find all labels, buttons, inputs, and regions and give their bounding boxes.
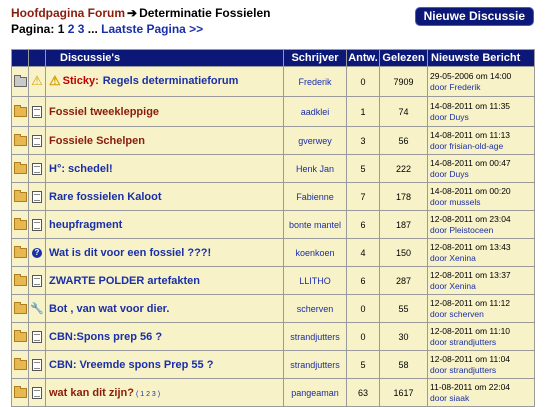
type-icon-cell xyxy=(29,183,46,211)
document-icon xyxy=(32,359,42,371)
latest-post-date: 11-08-2011 om 22:04 xyxy=(430,381,511,392)
status-icon-cell xyxy=(12,351,29,379)
folder-icon xyxy=(14,192,27,202)
topic-cell xyxy=(46,323,284,351)
topic-link[interactable]: ZWARTE POLDER artefakten xyxy=(49,274,200,287)
type-icon-cell xyxy=(29,351,46,379)
folder-icon xyxy=(14,388,27,398)
topic-link[interactable]: Fossiele Schelpen xyxy=(49,134,145,147)
table-row xyxy=(12,155,535,183)
reply-count: 5 xyxy=(347,155,380,183)
latest-post-date: 14-08-2011 om 00:47 xyxy=(430,157,511,168)
latest-post-date: 12-08-2011 om 11:12 xyxy=(430,297,511,308)
folder-icon xyxy=(14,220,27,230)
folder-icon xyxy=(14,136,27,146)
author-link[interactable]: koenkoen xyxy=(284,239,347,267)
view-count: 7909 xyxy=(380,67,428,97)
topic-link[interactable]: H°: schedel! xyxy=(49,162,113,175)
type-icon-cell xyxy=(29,127,46,155)
view-count: 222 xyxy=(380,155,428,183)
view-count: 74 xyxy=(380,97,428,127)
type-icon-cell xyxy=(29,267,46,295)
type-icon-cell xyxy=(29,379,46,407)
latest-post-cell xyxy=(428,379,535,407)
latest-post-date: 29-05-2006 om 14:00 xyxy=(430,70,512,81)
reply-count: 5 xyxy=(347,351,380,379)
table-header-row xyxy=(12,50,535,67)
latest-post-cell xyxy=(428,295,535,323)
pagination xyxy=(11,21,203,37)
new-discussion-button[interactable]: Nieuwe Discussie xyxy=(415,7,534,26)
reply-count: 6 xyxy=(347,211,380,239)
author-link[interactable]: Henk Jan xyxy=(284,155,347,183)
type-icon-cell xyxy=(29,155,46,183)
latest-post-author-link[interactable]: door scherven xyxy=(430,308,484,319)
question-icon: ? xyxy=(32,248,42,258)
type-icon-cell xyxy=(29,211,46,239)
topic-cell xyxy=(46,211,284,239)
latest-post-date: 12-08-2011 om 23:04 xyxy=(430,213,511,224)
column-header-author: Schrijver xyxy=(284,50,347,67)
status-icon-cell xyxy=(12,67,29,97)
table-row xyxy=(12,67,535,97)
warning-icon: ⚠ xyxy=(49,73,61,89)
latest-post-cell xyxy=(428,323,535,351)
view-count: 150 xyxy=(380,239,428,267)
view-count: 1617 xyxy=(380,379,428,407)
topic-cell xyxy=(46,183,284,211)
latest-post-date: 14-08-2011 om 11:13 xyxy=(430,129,511,140)
folder-icon xyxy=(14,164,27,174)
table-row xyxy=(12,267,535,295)
document-icon xyxy=(32,191,42,203)
view-count: 187 xyxy=(380,211,428,239)
status-icon-cell xyxy=(12,155,29,183)
reply-count: 1 xyxy=(347,97,380,127)
latest-post-date: 14-08-2011 om 00:20 xyxy=(430,185,511,196)
author-link[interactable]: strandjutters xyxy=(284,323,347,351)
sticky-label: Sticky: xyxy=(62,75,99,88)
latest-post-cell xyxy=(428,127,535,155)
topic-link[interactable]: Bot , van wat voor dier. xyxy=(49,302,170,315)
latest-post-date: 12-08-2011 om 13:37 xyxy=(430,269,511,280)
latest-post-author-link[interactable]: door Duys xyxy=(430,168,469,179)
author-link[interactable]: strandjutters xyxy=(284,351,347,379)
latest-post-author-link[interactable]: door mussels xyxy=(430,196,481,207)
table-row xyxy=(12,351,535,379)
latest-post-author-link[interactable]: door strandjutters xyxy=(430,336,497,347)
document-icon xyxy=(32,331,42,343)
breadcrumb xyxy=(11,5,270,21)
document-icon xyxy=(32,219,42,231)
folder-locked-icon xyxy=(14,77,27,87)
table-row xyxy=(12,211,535,239)
header-icon-cell xyxy=(29,50,46,67)
view-count: 58 xyxy=(380,351,428,379)
topic-pages-link[interactable]: ( 1 2 3 ) xyxy=(135,390,161,398)
reply-count: 6 xyxy=(347,267,380,295)
page-2-link[interactable]: 2 xyxy=(67,22,75,36)
topic-link[interactable]: wat kan dit zijn? xyxy=(49,386,134,399)
page-3-link[interactable]: 3 xyxy=(77,22,85,36)
topic-link[interactable]: heupfragment xyxy=(49,218,123,231)
document-icon xyxy=(32,275,42,287)
breadcrumb-arrow-icon: ➔ xyxy=(127,6,138,20)
reply-count: 0 xyxy=(347,323,380,351)
reply-count: 63 xyxy=(347,379,380,407)
view-count: 178 xyxy=(380,183,428,211)
forum-header xyxy=(11,5,534,47)
folder-icon xyxy=(14,276,27,286)
topic-cell xyxy=(46,239,284,267)
latest-post-author-link[interactable]: door frisian-old-age xyxy=(430,140,504,151)
reply-count: 0 xyxy=(347,295,380,323)
column-header-discussions: Discussie's xyxy=(46,50,284,67)
status-icon-cell xyxy=(12,211,29,239)
folder-icon xyxy=(14,304,27,314)
latest-post-date: 12-08-2011 om 11:10 xyxy=(430,325,511,336)
table-row xyxy=(12,183,535,211)
status-icon-cell xyxy=(12,267,29,295)
latest-post-author-link[interactable]: door Xenina xyxy=(430,252,476,263)
breadcrumb-home-link[interactable]: Hoofdpagina Forum xyxy=(11,6,125,20)
reply-count: 4 xyxy=(347,239,380,267)
latest-post-cell xyxy=(428,267,535,295)
table-row xyxy=(12,379,535,407)
topic-cell xyxy=(46,379,284,407)
topic-cell xyxy=(46,127,284,155)
table-row xyxy=(12,239,535,267)
folder-icon xyxy=(14,107,27,117)
author-link[interactable]: LLITHO xyxy=(284,267,347,295)
latest-post-cell xyxy=(428,183,535,211)
status-icon-cell xyxy=(12,379,29,407)
view-count: 30 xyxy=(380,323,428,351)
topic-link[interactable]: CBN: Vreemde spons Prep 55 ? xyxy=(49,358,214,371)
pagination-label: Pagina: xyxy=(11,22,55,36)
topic-cell xyxy=(46,97,284,127)
view-count: 287 xyxy=(380,267,428,295)
table-row xyxy=(12,295,535,323)
folder-icon xyxy=(14,360,27,370)
latest-post-cell xyxy=(428,239,535,267)
topic-cell xyxy=(46,351,284,379)
latest-post-author-link[interactable]: door Xenina xyxy=(430,280,476,291)
status-icon-cell xyxy=(12,323,29,351)
type-icon-cell xyxy=(29,67,46,97)
table-row xyxy=(12,97,535,127)
latest-post-author-link[interactable]: door siaak xyxy=(430,392,470,403)
latest-post-author-link[interactable]: door strandjutters xyxy=(430,364,497,375)
page-1: 1 xyxy=(57,22,65,36)
discussion-table xyxy=(11,49,535,407)
view-count: 55 xyxy=(380,295,428,323)
reply-count: 7 xyxy=(347,183,380,211)
author-link[interactable]: bonte mantel xyxy=(284,211,347,239)
topic-link[interactable]: Wat is dit voor een fossiel ???! xyxy=(49,246,212,259)
topic-cell xyxy=(46,155,284,183)
topic-cell xyxy=(46,267,284,295)
topic-link[interactable]: CBN:Spons prep 56 ? xyxy=(49,330,163,343)
latest-post-author-link[interactable]: door Frederik xyxy=(430,81,481,92)
type-icon-cell xyxy=(29,295,46,323)
topic-cell xyxy=(46,295,284,323)
status-icon-cell xyxy=(12,127,29,155)
latest-post-cell xyxy=(428,97,535,127)
view-count: 56 xyxy=(380,127,428,155)
author-link[interactable]: pangeaman xyxy=(284,379,347,407)
last-page-link[interactable]: Laatste Pagina >> xyxy=(101,22,204,36)
type-icon-cell xyxy=(29,323,46,351)
reply-count: 0 xyxy=(347,67,380,97)
status-icon-cell xyxy=(12,183,29,211)
type-icon-cell xyxy=(29,239,46,267)
reply-count: 3 xyxy=(347,127,380,155)
pagination-ellipsis: ... xyxy=(87,22,98,36)
status-icon-cell xyxy=(12,295,29,323)
warning-icon: ⚠ xyxy=(31,73,43,89)
status-icon-cell xyxy=(12,239,29,267)
topic-link[interactable]: Rare fossielen Kaloot xyxy=(49,190,162,203)
topic-link[interactable]: Regels determinatieforum xyxy=(102,75,239,88)
table-row xyxy=(12,127,535,155)
latest-post-date: 12-08-2011 om 11:04 xyxy=(430,353,511,364)
breadcrumb-current: Determinatie Fossielen xyxy=(139,6,271,20)
author-link[interactable]: aadklei xyxy=(284,97,347,127)
wrench-icon: 🔧 xyxy=(30,303,44,315)
document-icon xyxy=(32,135,42,147)
latest-post-date: 12-08-2011 om 13:43 xyxy=(430,241,511,252)
column-header-replies: Antw. xyxy=(347,50,380,67)
type-icon-cell xyxy=(29,97,46,127)
column-header-latest-post: Nieuwste Bericht xyxy=(428,50,535,67)
latest-post-cell xyxy=(428,351,535,379)
topic-link[interactable]: Fossiel tweekleppige xyxy=(49,105,160,118)
topic-cell xyxy=(46,67,284,97)
document-icon xyxy=(32,387,42,399)
folder-icon xyxy=(14,248,27,258)
latest-post-cell xyxy=(428,155,535,183)
latest-post-cell xyxy=(428,67,535,97)
author-link[interactable]: scherven xyxy=(284,295,347,323)
folder-icon xyxy=(14,332,27,342)
document-icon xyxy=(32,106,42,118)
latest-post-cell xyxy=(428,211,535,239)
column-header-views: Gelezen xyxy=(380,50,428,67)
latest-post-author-link[interactable]: door Pleistoceen xyxy=(430,224,494,235)
author-link[interactable]: Frederik xyxy=(284,67,347,97)
author-link[interactable]: gverwey xyxy=(284,127,347,155)
table-row xyxy=(12,323,535,351)
latest-post-date: 14-08-2011 om 11:35 xyxy=(430,100,511,111)
header-icon-cell xyxy=(12,50,29,67)
latest-post-author-link[interactable]: door Duys xyxy=(430,111,469,122)
status-icon-cell xyxy=(12,97,29,127)
author-link[interactable]: Fabienne xyxy=(284,183,347,211)
document-icon xyxy=(32,163,42,175)
